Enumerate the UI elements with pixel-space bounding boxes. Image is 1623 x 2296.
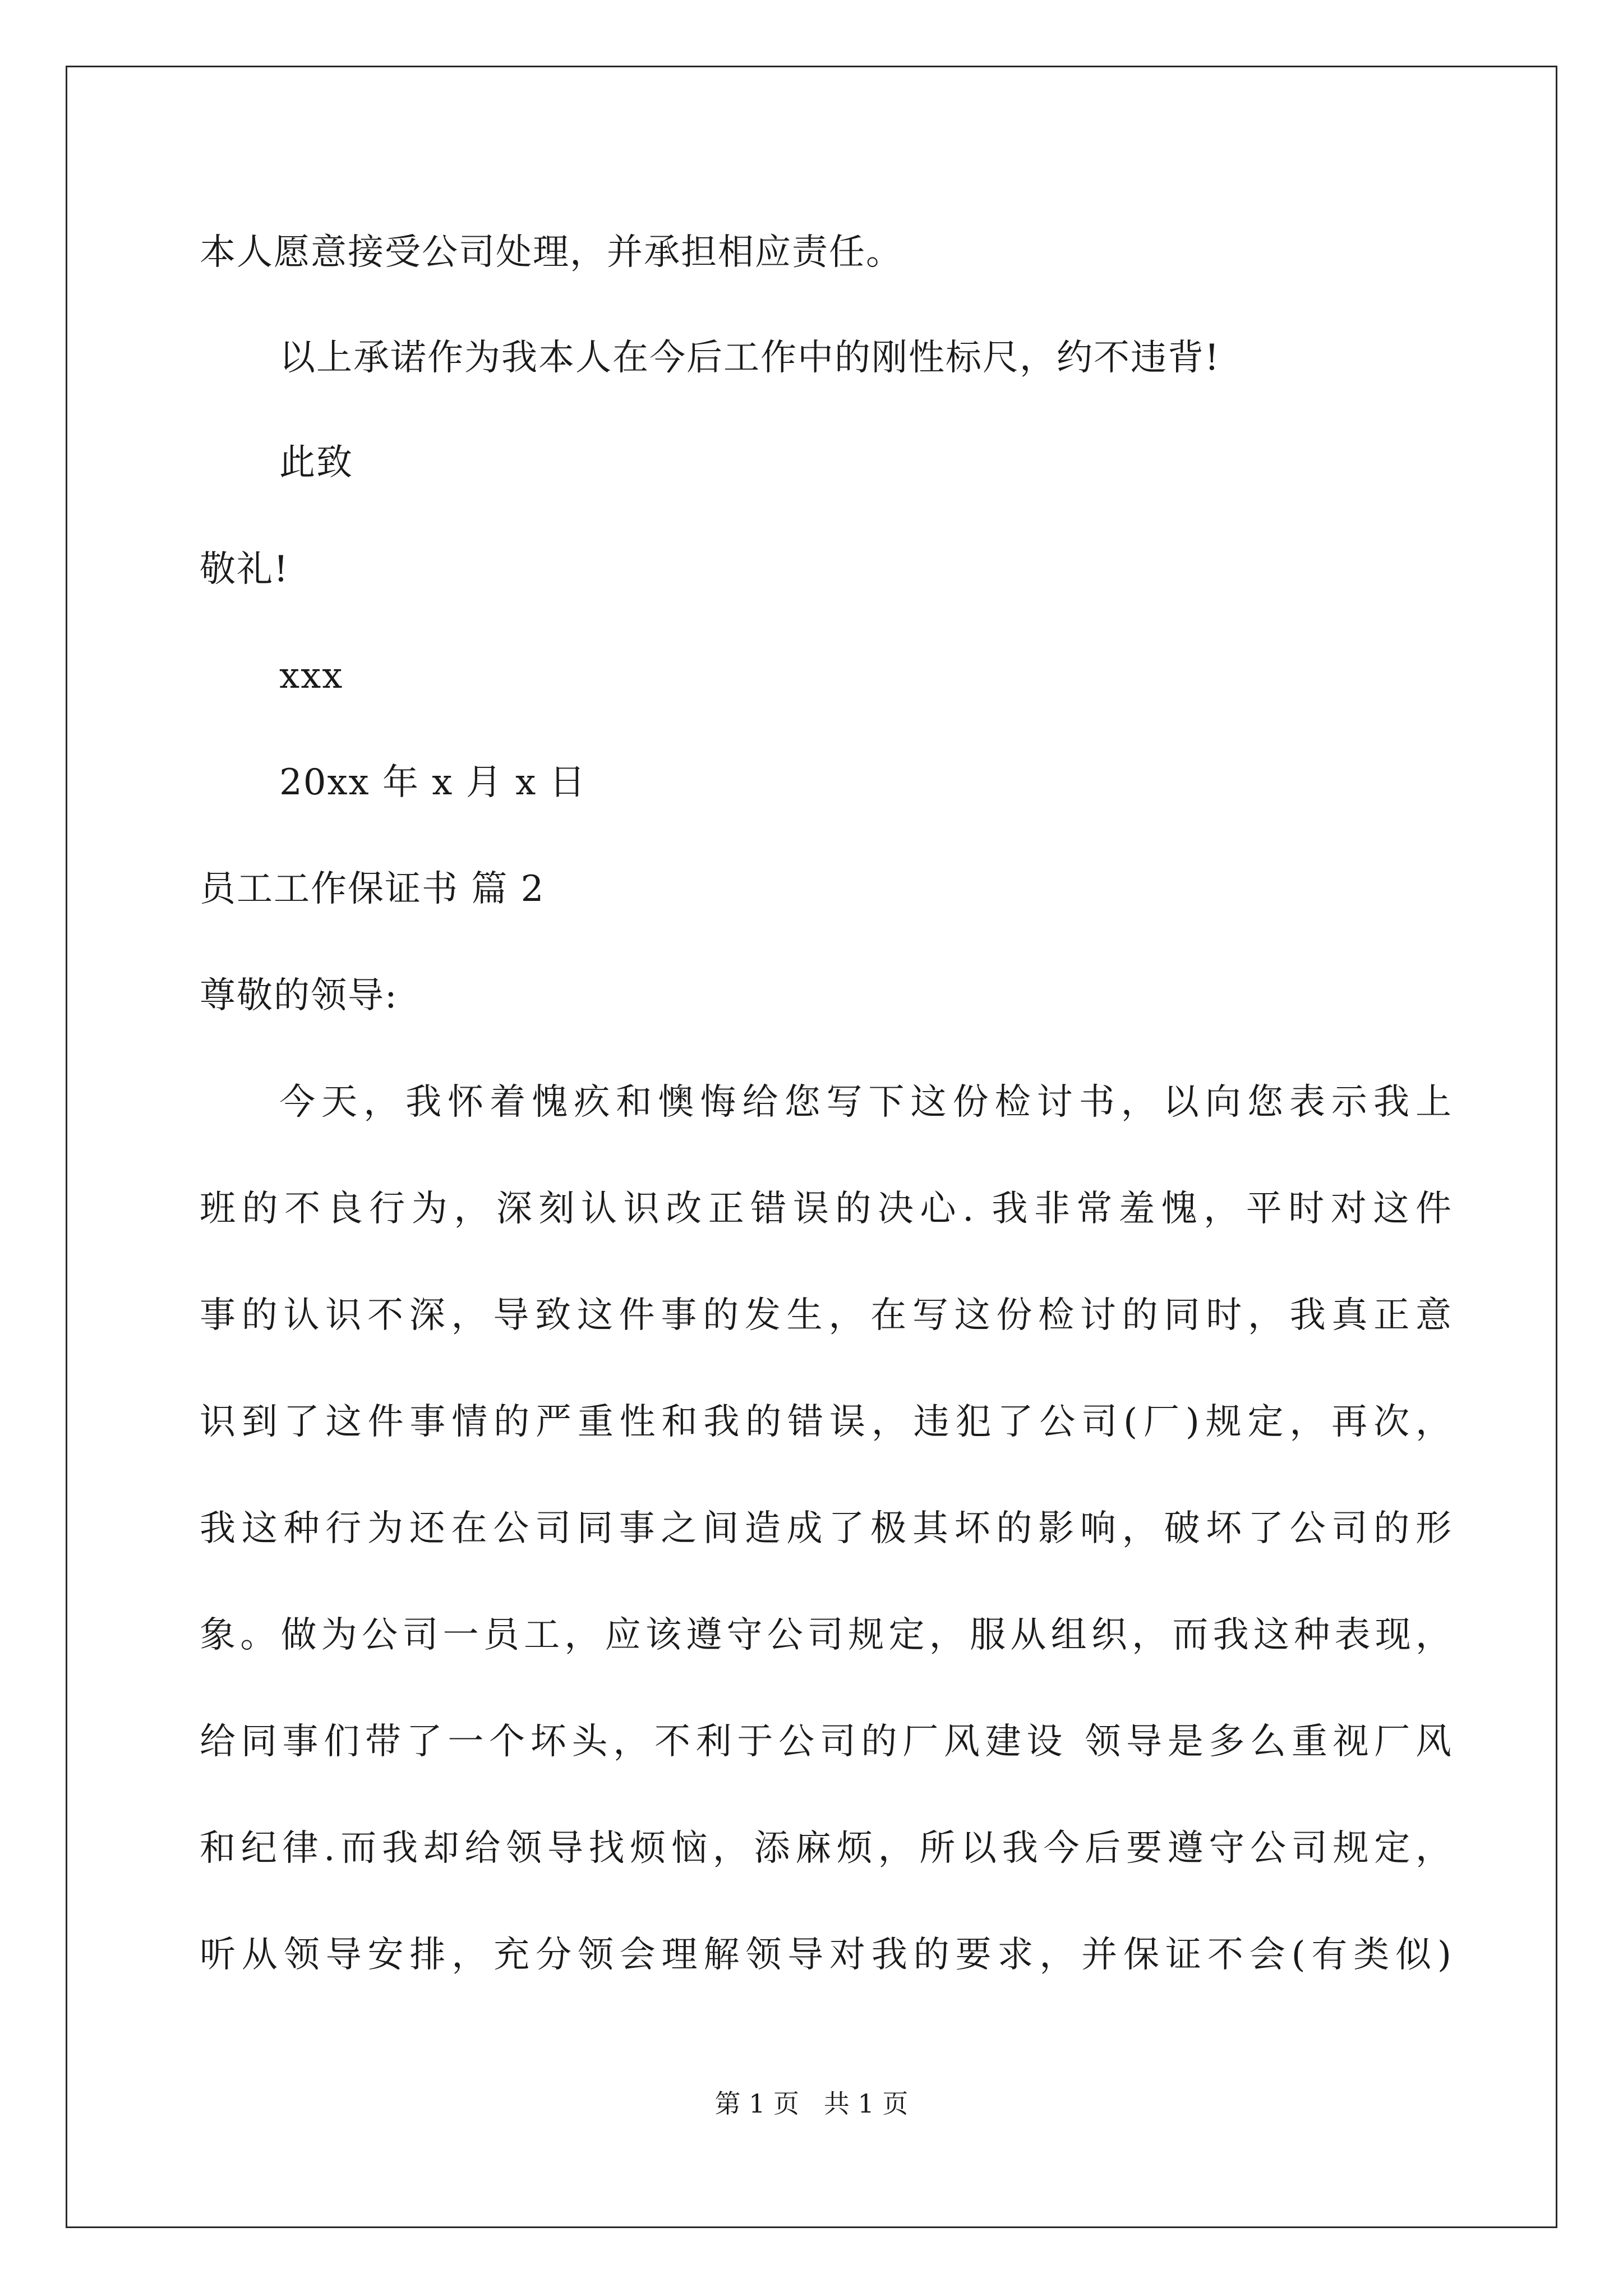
- paragraph-line: 识到了这件事情的严重性和我的错误，违犯了公司(厂)规定，再次，: [200, 1401, 1451, 1443]
- paragraph-line: 象。做为公司一员工，应该遵守公司规定，服从组织，而我这种表现，: [200, 1614, 1451, 1656]
- section-heading: 员工工作保证书 篇 2: [200, 868, 545, 910]
- greeting: 尊敬的领导:: [200, 975, 398, 1016]
- signature-date: 20xx 年 x 月 x 日: [279, 762, 587, 803]
- closing-respect: 敬礼!: [200, 549, 289, 590]
- paragraph-line: 事的认识不深，导致这件事的发生，在写这份检讨的同时，我真正意: [200, 1295, 1451, 1336]
- page-border: [66, 66, 1557, 2228]
- paragraph-line: 给同事们带了一个坏头，不利于公司的厂风建设 领导是多么重视厂风: [200, 1721, 1451, 1763]
- text-line: 以上承诺作为我本人在今后工作中的刚性标尺，约不违背!: [279, 337, 1220, 379]
- paragraph-line: 听从领导安排，充分领会理解领导对我的要求，并保证不会(有类似): [200, 1934, 1451, 1976]
- paragraph-line: 今天，我怀着愧疚和懊悔给您写下这份检讨书，以向您表示我上: [279, 1082, 1451, 1123]
- paragraph-line: 我这种行为还在公司同事之间造成了极其坏的影响，破坏了公司的形: [200, 1508, 1451, 1549]
- signature-name: xxx: [279, 655, 344, 697]
- paragraph-line: 班的不良行为，深刻认识改正错误的决心. 我非常羞愧，平时对这件: [200, 1188, 1451, 1230]
- page-number-footer: 第 1 页 共 1 页: [714, 2088, 909, 2119]
- paragraph-line: 和纪律.而我却给领导找烦恼，添麻烦，所以我今后要遵守公司规定，: [200, 1828, 1451, 1869]
- closing-salutation: 此致: [279, 442, 353, 484]
- text-line: 本人愿意接受公司处理，并承担相应责任。: [200, 232, 903, 273]
